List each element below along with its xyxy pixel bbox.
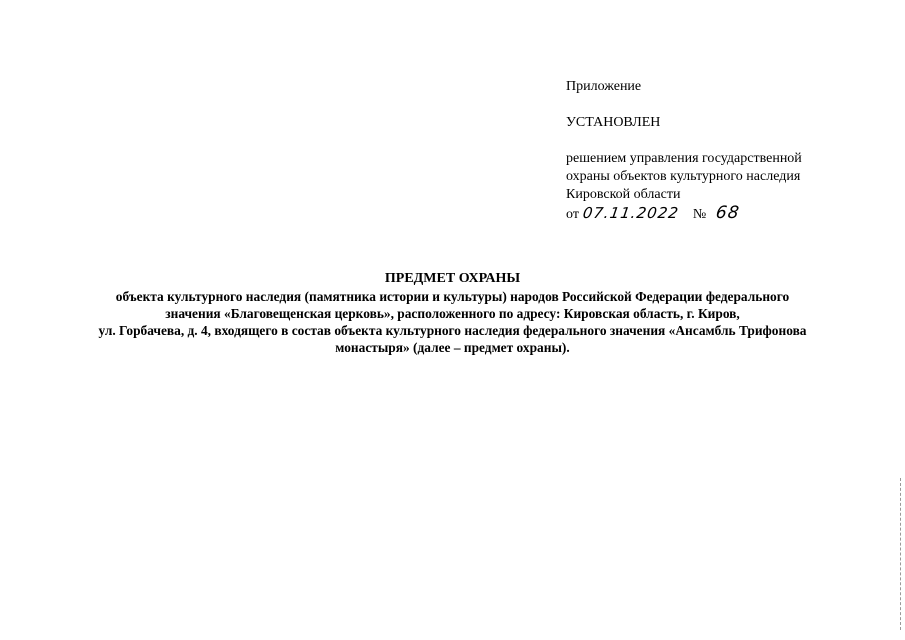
date-prefix: от	[566, 207, 579, 222]
number-sign: №	[692, 207, 707, 222]
handwritten-number: 68	[714, 203, 742, 223]
decision-line-1: решением управления государственной	[566, 151, 802, 166]
appendix-label: Приложение	[566, 79, 642, 94]
heading-title: ПРЕДМЕТ ОХРАНЫ	[384, 271, 521, 286]
decision-line-2: охраны объектов культурного наследия	[566, 169, 801, 184]
heading-line-1: объекта культурного наследия (памятника истории и культуры) народов Российской Федерации федерального	[115, 289, 790, 304]
handwritten-date: 07.11.2022	[581, 204, 681, 222]
decision-line-3: Кировской области	[566, 187, 681, 202]
heading-line-4: монастыря» (далее – предмет охраны).	[335, 340, 570, 355]
established-label: УСТАНОВЛЕН	[566, 115, 661, 130]
scan-edge-mark	[899, 478, 901, 630]
heading-line-2: значения «Благовещенская церковь», расположенного по адресу: Кировская область, г. Киров,	[165, 306, 740, 321]
document-heading	[30, 270, 875, 356]
heading-line-3: ул. Горбачева, д. 4, входящего в состав объекта культурного наследия федерального значения «Ансамбль Трифонова	[98, 323, 807, 338]
date-number-line	[566, 204, 866, 224]
approval-stamp-block	[566, 78, 866, 224]
